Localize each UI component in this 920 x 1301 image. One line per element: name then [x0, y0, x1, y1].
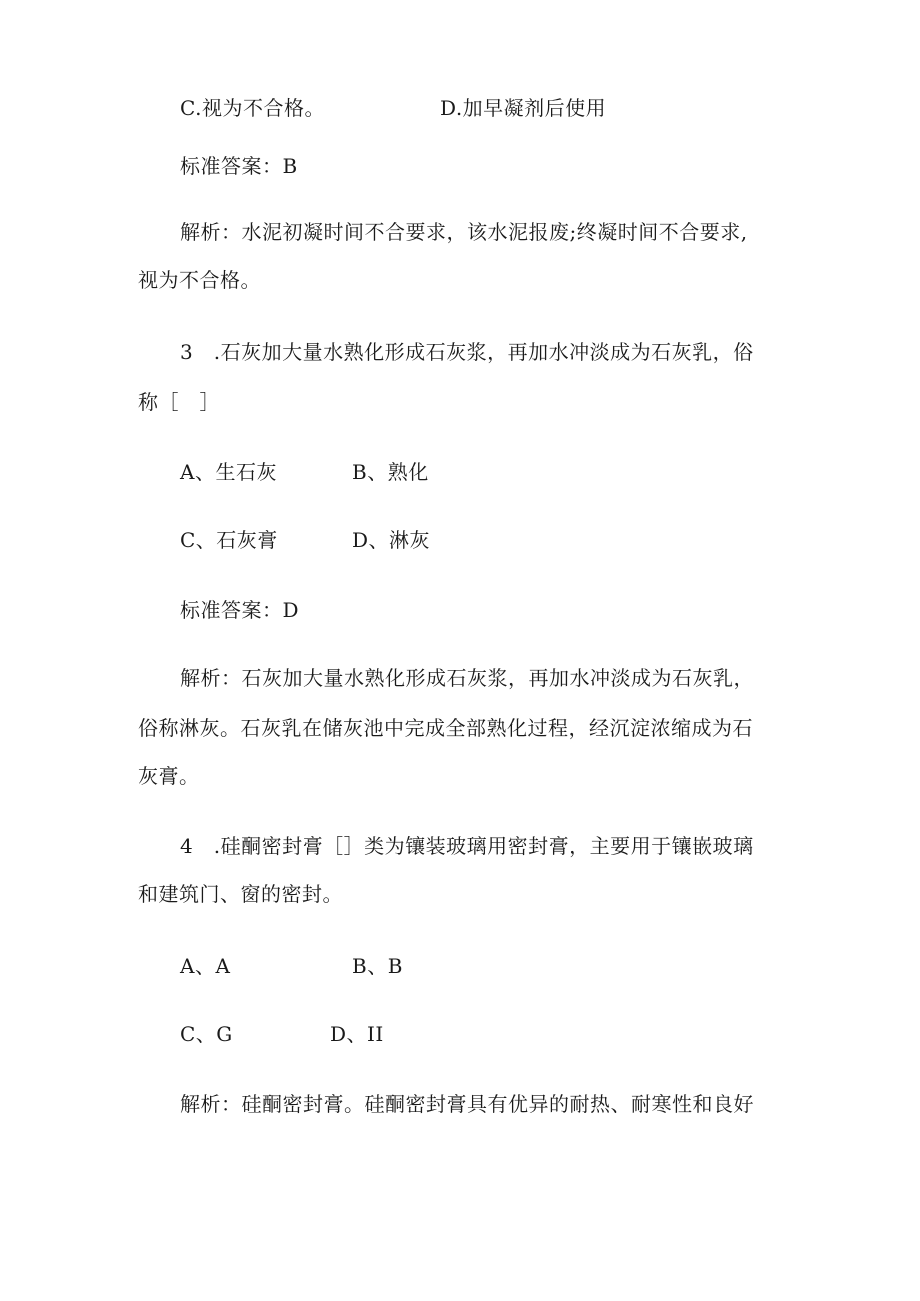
q4-option-d: D、II: [330, 1022, 384, 1046]
q3-stem-line-1: 3 .石灰加大量水熟化形成石灰浆，再加水冲淡成为石灰乳，俗: [180, 340, 754, 364]
q4-stem-line-1: 4 .硅酮密封膏［］类为镶装玻璃用密封膏，主要用于镶嵌玻璃: [180, 834, 754, 858]
q4-stem-line-2: 和建筑门、窗的密封。: [138, 882, 343, 906]
q3-option-b: B、熟化: [352, 460, 429, 484]
q3-option-c: C、石灰膏: [180, 528, 278, 552]
q3-analysis-line-2: 俗称淋灰。石灰乳在储灰池中完成全部熟化过程，经沉淀浓缩成为石: [138, 716, 753, 740]
q3-option-d: D、淋灰: [352, 528, 431, 552]
q3-stem-line-2: 称［ ］: [138, 390, 220, 414]
q3-analysis-line-3: 灰膏。: [138, 764, 200, 788]
q4-option-b: B、B: [352, 954, 403, 978]
q2-answer: 标准答案：B: [180, 154, 298, 178]
q4-option-c: C、G: [180, 1022, 233, 1046]
q3-option-a: A、生石灰: [180, 460, 277, 484]
q2-option-c: C.视为不合格。: [180, 96, 325, 120]
q3-answer: 标准答案：D: [180, 598, 300, 622]
q4-option-a: A、A: [180, 954, 231, 978]
q4-analysis-line-1: 解析：硅酮密封膏。硅酮密封膏具有优异的耐热、耐寒性和良好: [180, 1092, 754, 1116]
q3-analysis-line-1: 解析：石灰加大量水熟化形成石灰浆，再加水冲淡成为石灰乳，: [180, 666, 754, 690]
q2-analysis-line-2: 视为不合格。: [138, 268, 261, 292]
q2-analysis-line-1: 解析：水泥初凝时间不合要求，该水泥报废;终凝时间不合要求,: [180, 220, 748, 244]
q2-option-d: D.加早凝剂后使用: [440, 96, 607, 120]
